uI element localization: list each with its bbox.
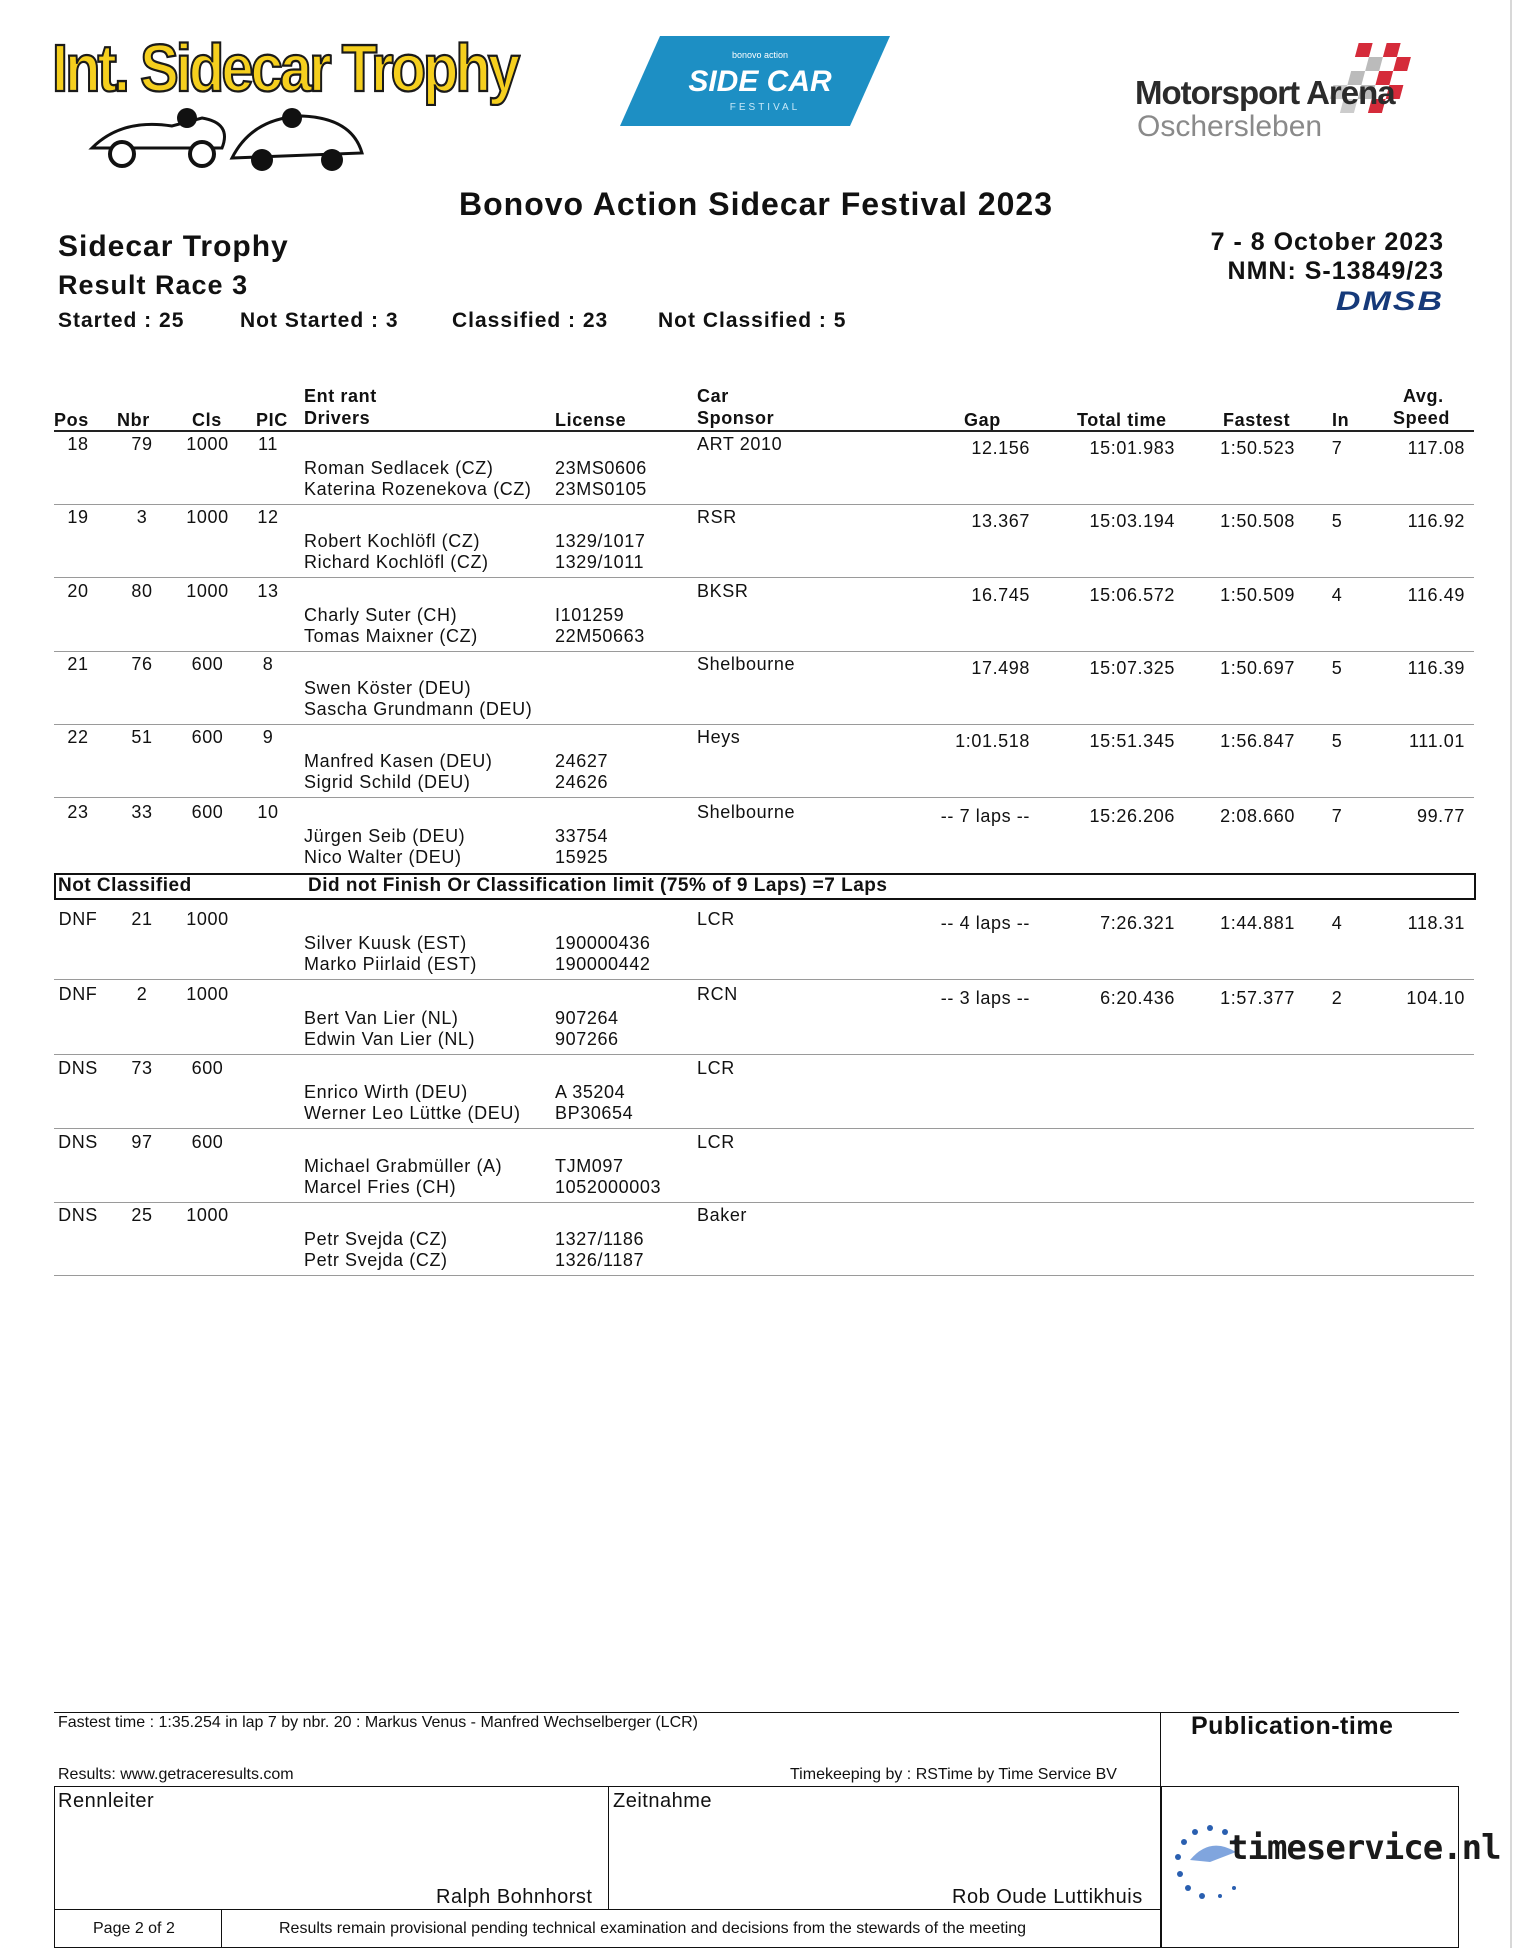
- cell-car: LCR: [697, 1058, 735, 1078]
- row-separator: [54, 504, 1474, 505]
- col-pic: PIC: [256, 410, 288, 430]
- row-separator: [54, 724, 1474, 725]
- cell-gap: 13.367: [971, 511, 1030, 531]
- cell-license: 907264: [555, 1008, 619, 1028]
- page-number: Page 2 of 2: [93, 1920, 175, 1937]
- cell-gap: 12.156: [971, 438, 1030, 458]
- zeitnahme-label: Zeitnahme: [613, 1790, 712, 1812]
- cell-in: 5: [1331, 511, 1343, 531]
- cell-license: 23MS0105: [555, 479, 647, 499]
- cell-car: Shelbourne: [697, 654, 796, 674]
- cell-car: Shelbourne: [697, 802, 796, 822]
- cell-in: 7: [1331, 438, 1343, 458]
- cell-car: LCR: [697, 909, 735, 929]
- cell-driver: Edwin Van Lier (NL): [304, 1029, 476, 1049]
- cell-cls: 600: [191, 1132, 224, 1152]
- cell-pos: DNS: [58, 1132, 98, 1152]
- cell-driver: Sascha Grundmann (DEU): [304, 699, 533, 719]
- cell-pos: 23: [67, 802, 89, 822]
- cell-total: 15:03.194: [1089, 511, 1175, 531]
- cell-pic: 9: [262, 727, 274, 747]
- timekeeping-note: Timekeeping by : RSTime by Time Service BV: [790, 1766, 1117, 1783]
- row-separator: [54, 651, 1474, 652]
- cell-license: 1329/1011: [555, 552, 645, 572]
- cell-driver: Jürgen Seib (DEU): [304, 826, 466, 846]
- motorsport-arena-logo: [1135, 38, 1445, 148]
- row-separator: [54, 797, 1474, 798]
- col-nbr: Nbr: [117, 410, 150, 430]
- cell-gap: 1:01.518: [955, 731, 1030, 751]
- cell-driver: Robert Kochlöfl (CZ): [304, 531, 481, 551]
- cell-cls: 1000: [186, 1205, 229, 1225]
- cell-fastest: 2:08.660: [1220, 806, 1295, 826]
- festival-sub-text: FESTIVAL: [729, 102, 801, 113]
- cell-pos: DNS: [58, 1058, 98, 1078]
- not-classified-banner: [54, 873, 1476, 900]
- festival-main-text: SIDE CAR: [688, 65, 832, 98]
- col-fastest: Fastest: [1223, 410, 1291, 430]
- sidecar-festival-logo: [620, 36, 890, 126]
- cell-driver: Petr Svejda (CZ): [304, 1250, 448, 1270]
- cell-speed: 116.92: [1407, 511, 1465, 531]
- cell-total: 7:26.321: [1100, 913, 1175, 933]
- row-separator: [54, 979, 1474, 980]
- timeservice-text: timeservice.nl: [1228, 1828, 1501, 1868]
- cell-gap: 16.745: [971, 585, 1030, 605]
- cell-license: A 35204: [555, 1082, 626, 1102]
- row-separator: [54, 577, 1474, 578]
- cell-cls: 1000: [186, 581, 229, 601]
- cell-cls: 600: [191, 802, 224, 822]
- cell-car: ART 2010: [697, 434, 783, 454]
- col-entrant: Ent rant: [304, 386, 377, 406]
- cell-total: 6:20.436: [1100, 988, 1175, 1008]
- cell-license: I101259: [555, 605, 625, 625]
- cell-car: BKSR: [697, 581, 749, 601]
- cell-nbr: 73: [131, 1058, 153, 1078]
- cell-license: 1327/1186: [555, 1229, 645, 1249]
- cell-in: 7: [1331, 806, 1343, 826]
- publication-time-label: Publication-time: [1191, 1712, 1394, 1740]
- cell-driver: Richard Kochlöfl (CZ): [304, 552, 489, 572]
- not-classified-note: Did not Finish Or Classification limit (75% of 9 Laps) =7 Laps: [308, 875, 888, 896]
- cell-license: 1326/1187: [555, 1250, 645, 1270]
- stat-classified: Classified : 23: [452, 309, 609, 332]
- col-sponsor: Sponsor: [697, 408, 775, 428]
- cell-driver: Michael Grabmüller (A): [304, 1156, 503, 1176]
- cell-cls: 1000: [186, 434, 229, 454]
- cell-speed: 116.49: [1407, 585, 1465, 605]
- col-car: Car: [697, 386, 729, 406]
- cell-driver: Petr Svejda (CZ): [304, 1229, 448, 1249]
- event-title: Bonovo Action Sidecar Festival 2023: [459, 186, 1053, 222]
- cell-driver: Tomas Maixner (CZ): [304, 626, 478, 646]
- cell-cls: 600: [191, 1058, 224, 1078]
- cell-driver: Marcel Fries (CH): [304, 1177, 457, 1197]
- trophy-logo-text: Int. Sidecar Trophy: [52, 31, 518, 106]
- dmsb-logo: DMSB: [1335, 286, 1444, 317]
- cell-gap: -- 4 laps --: [940, 913, 1030, 933]
- cell-license: 190000436: [555, 933, 651, 953]
- cell-driver: Roman Sedlacek (CZ): [304, 458, 494, 478]
- cell-fastest: 1:44.881: [1220, 913, 1295, 933]
- cell-driver: Katerina Rozenekova (CZ): [304, 479, 532, 499]
- provisional-disclaimer: Results remain provisional pending technical examination and decisions from the stewards of the meeting: [279, 1920, 1027, 1937]
- cell-license: 22M50663: [555, 626, 645, 646]
- cell-pic: 13: [257, 581, 279, 601]
- cell-cls: 1000: [186, 909, 229, 929]
- cell-driver: Enrico Wirth (DEU): [304, 1082, 468, 1102]
- cell-fastest: 1:50.508: [1220, 511, 1295, 531]
- cell-gap: 17.498: [971, 658, 1030, 678]
- results-url: Results: www.getraceresults.com: [58, 1766, 294, 1783]
- cell-speed: 104.10: [1406, 988, 1465, 1008]
- col-in: In: [1332, 410, 1350, 430]
- cell-car: RCN: [697, 984, 738, 1004]
- cell-nbr: 3: [136, 507, 148, 527]
- rennleiter-label: Rennleiter: [58, 1790, 155, 1812]
- cell-car: Baker: [697, 1205, 748, 1225]
- cell-license: TJM097: [555, 1156, 624, 1176]
- cell-in: 4: [1331, 913, 1343, 933]
- cell-speed: 111.01: [1409, 731, 1465, 751]
- cell-driver: Swen Köster (DEU): [304, 678, 472, 698]
- cell-nbr: 80: [131, 581, 153, 601]
- event-dates: 7 - 8 October 2023: [1210, 228, 1444, 256]
- cell-fastest: 1:50.509: [1220, 585, 1295, 605]
- cell-driver: Werner Leo Lüttke (DEU): [304, 1103, 521, 1123]
- stat-started: Started : 25: [58, 309, 185, 332]
- cell-pos: 18: [67, 434, 89, 454]
- cell-license: 1052000003: [555, 1177, 662, 1197]
- cell-pic: 11: [258, 434, 278, 454]
- cell-nbr: 33: [131, 802, 153, 822]
- cell-speed: 118.31: [1407, 913, 1465, 933]
- nmn-number: NMN: S-13849/23: [1227, 257, 1444, 285]
- zeitnahme-name: Rob Oude Luttikhuis: [952, 1886, 1143, 1908]
- not-classified-label: Not Classified: [58, 875, 192, 896]
- timeservice-logo: [1170, 1822, 1501, 1902]
- cell-pic: 12: [257, 507, 279, 527]
- row-separator: [54, 1128, 1474, 1129]
- cell-speed: 117.08: [1407, 438, 1465, 458]
- cell-nbr: 21: [131, 909, 153, 929]
- cell-speed: 116.39: [1407, 658, 1465, 678]
- cell-license: 24627: [555, 751, 609, 771]
- cell-in: 5: [1331, 658, 1343, 678]
- fastest-time-note: Fastest time : 1:35.254 in lap 7 by nbr. 20 : Markus Venus - Manfred Wechselberger (LCR): [58, 1714, 699, 1731]
- cell-nbr: 79: [131, 434, 153, 454]
- arena-name: Motorsport Arena: [1135, 74, 1395, 111]
- cell-pos: 20: [67, 581, 89, 601]
- cell-nbr: 97: [131, 1132, 153, 1152]
- stat-not-started: Not Started : 3: [240, 309, 399, 332]
- col-cls: Cls: [192, 410, 222, 430]
- cell-pos: 22: [67, 727, 89, 747]
- row-separator: [54, 1275, 1474, 1276]
- cell-license: 23MS0606: [555, 458, 647, 478]
- series-title: Sidecar Trophy: [58, 230, 289, 263]
- cell-cls: 1000: [186, 984, 229, 1004]
- cell-gap: -- 3 laps --: [940, 988, 1030, 1008]
- cell-gap: -- 7 laps --: [940, 806, 1030, 826]
- cell-driver: Charly Suter (CH): [304, 605, 458, 625]
- col-speed: Speed: [1393, 408, 1451, 428]
- col-gap: Gap: [964, 410, 1001, 430]
- cell-fastest: 1:50.523: [1220, 438, 1295, 458]
- row-separator: [54, 1054, 1474, 1055]
- cell-cls: 600: [191, 654, 224, 674]
- col-total-time: Total time: [1077, 410, 1167, 430]
- cell-total: 15:26.206: [1089, 806, 1175, 826]
- cell-speed: 99.77: [1416, 806, 1465, 826]
- rennleiter-name: Ralph Bohnhorst: [436, 1886, 593, 1908]
- col-drivers: Drivers: [304, 408, 371, 428]
- cell-nbr: 76: [131, 654, 153, 674]
- cell-in: 4: [1331, 585, 1343, 605]
- cell-car: RSR: [697, 507, 737, 527]
- cell-driver: Silver Kuusk (EST): [304, 933, 467, 953]
- col-pos: Pos: [54, 410, 89, 430]
- cell-license: BP30654: [555, 1103, 634, 1123]
- col-avg: Avg.: [1403, 386, 1444, 406]
- cell-car: Heys: [697, 727, 741, 747]
- sidecar-trophy-logo: [52, 30, 518, 170]
- arena-location: Oschersleben: [1137, 110, 1323, 143]
- cell-pic: 10: [257, 802, 279, 822]
- cell-car: LCR: [697, 1132, 735, 1152]
- cell-total: 15:07.325: [1089, 658, 1175, 678]
- cell-pic: 8: [262, 654, 274, 674]
- cell-in: 2: [1331, 988, 1343, 1008]
- sidecar-illustration: [82, 88, 382, 173]
- cell-license: 33754: [555, 826, 609, 846]
- cell-pos: DNF: [58, 984, 98, 1004]
- cell-driver: Bert Van Lier (NL): [304, 1008, 459, 1028]
- cell-driver: Sigrid Schild (DEU): [304, 772, 471, 792]
- cell-driver: Manfred Kasen (DEU): [304, 751, 493, 771]
- festival-small-text: bonovo action: [731, 50, 789, 60]
- cell-license: 15925: [555, 847, 609, 867]
- cell-cls: 1000: [186, 507, 229, 527]
- cell-total: 15:06.572: [1089, 585, 1175, 605]
- cell-license: 24626: [555, 772, 609, 792]
- cell-cls: 600: [191, 727, 224, 747]
- cell-license: 907266: [555, 1029, 619, 1049]
- cell-driver: Nico Walter (DEU): [304, 847, 462, 867]
- cell-total: 15:51.345: [1089, 731, 1175, 751]
- row-separator: [54, 1202, 1474, 1203]
- cell-pos: 21: [67, 654, 89, 674]
- cell-nbr: 51: [131, 727, 153, 747]
- cell-in: 5: [1331, 731, 1343, 751]
- cell-driver: Marko Piirlaid (EST): [304, 954, 478, 974]
- cell-fastest: 1:57.377: [1220, 988, 1295, 1008]
- cell-license: 190000442: [555, 954, 651, 974]
- race-title: Result Race 3: [58, 270, 249, 300]
- cell-total: 15:01.983: [1089, 438, 1175, 458]
- header-rule: [54, 430, 1474, 432]
- cell-nbr: 2: [136, 984, 148, 1004]
- cell-nbr: 25: [131, 1205, 153, 1225]
- cell-pos: 19: [67, 507, 89, 527]
- col-license: License: [555, 410, 627, 430]
- cell-license: 1329/1017: [555, 531, 646, 551]
- cell-fastest: 1:56.847: [1220, 731, 1295, 751]
- cell-fastest: 1:50.697: [1220, 658, 1295, 678]
- cell-pos: DNF: [58, 909, 98, 929]
- cell-pos: DNS: [58, 1205, 98, 1225]
- stat-not-classified: Not Classified : 5: [658, 309, 847, 332]
